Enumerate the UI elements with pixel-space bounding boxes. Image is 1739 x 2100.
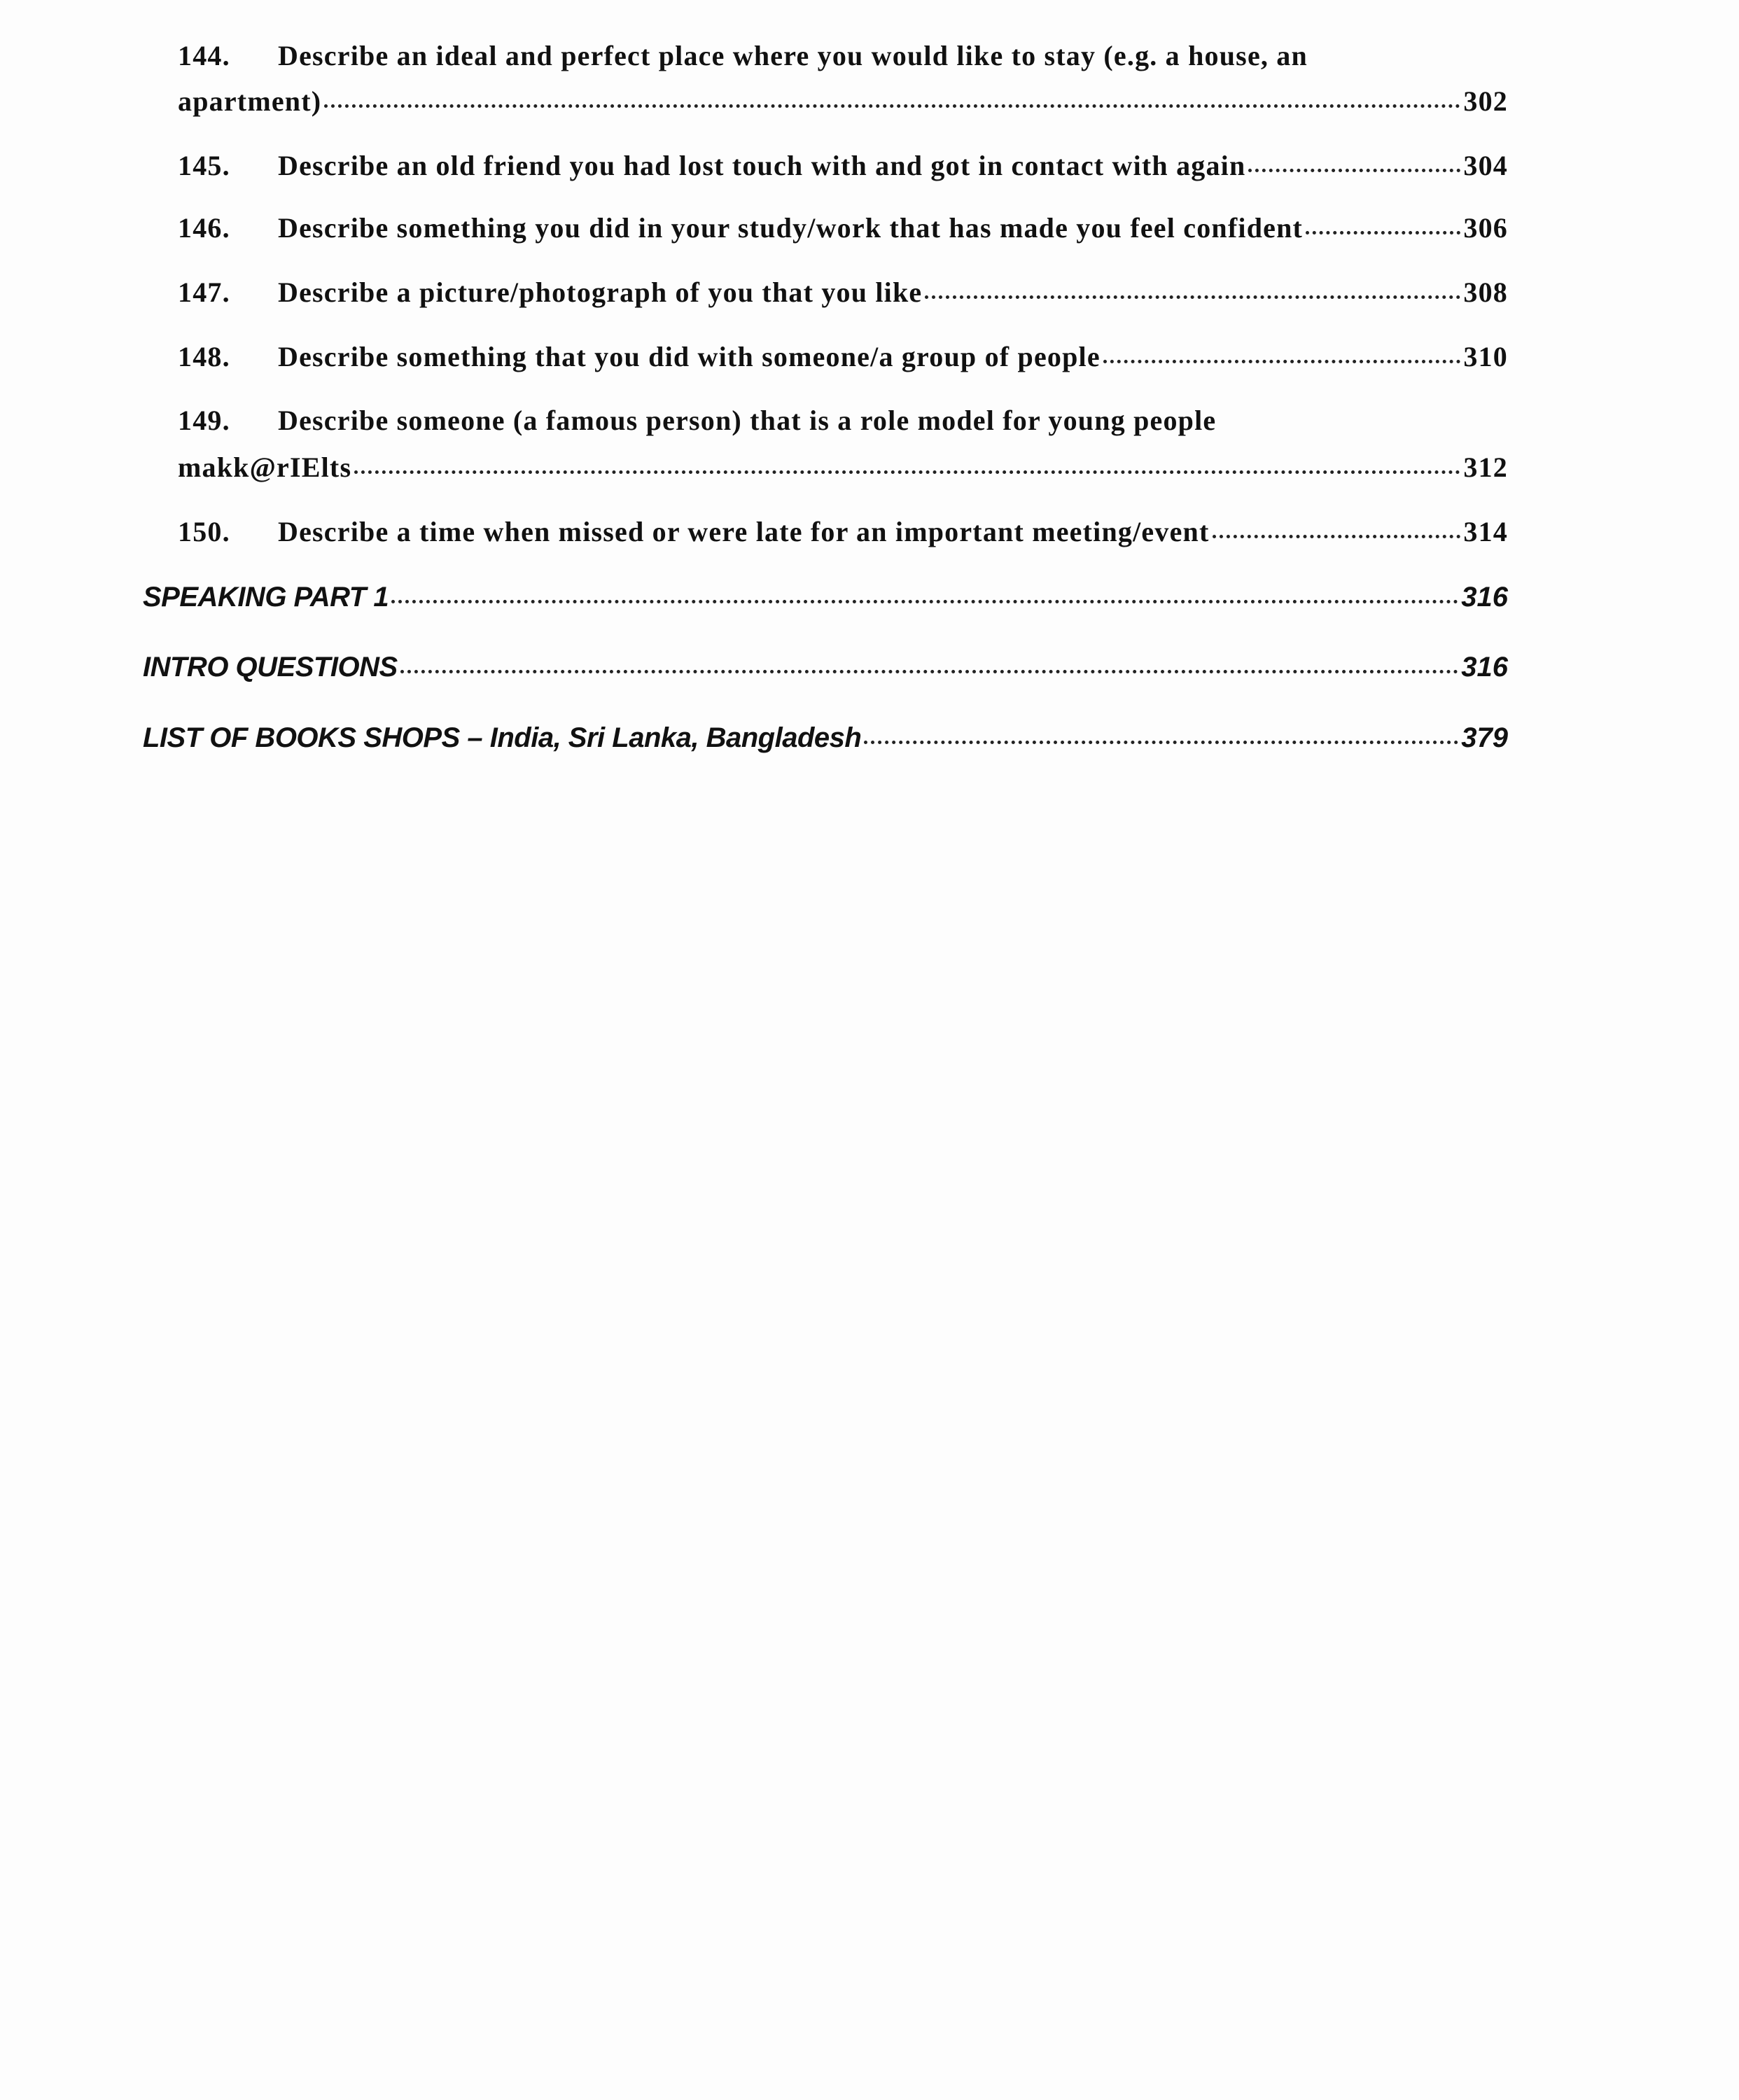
page-number: 302 (1463, 85, 1508, 117)
toc-entry-145[interactable] (178, 149, 1508, 182)
dot-leader (324, 104, 1460, 108)
entry-title: Describe something you did in your study/work that has made you feel confident (278, 212, 1304, 244)
entry-number: 145. (178, 150, 230, 181)
toc-entry-144[interactable] (178, 39, 1508, 72)
toc-entry-147[interactable] (178, 276, 1508, 309)
entry-number: 150. (178, 516, 230, 547)
entry-title-continued: makk@rIElts (178, 451, 352, 483)
dot-leader (864, 741, 1458, 744)
toc-section-intro-questions[interactable] (143, 652, 1508, 683)
entry-title: Describe a picture/photograph of you that you like (278, 276, 923, 308)
dot-leader (354, 470, 1460, 474)
page-number: 304 (1463, 150, 1508, 181)
dot-leader (1248, 169, 1460, 172)
toc-entry-149[interactable] (178, 404, 1508, 437)
page-number: 314 (1463, 516, 1508, 547)
page-number: 316 (1461, 582, 1508, 612)
toc-entry-146[interactable] (178, 211, 1508, 244)
dot-leader (1213, 535, 1461, 538)
dot-leader (1306, 231, 1460, 234)
page-number: 308 (1463, 276, 1508, 308)
toc-section-speaking-part-1[interactable] (143, 582, 1508, 613)
page-number: 306 (1463, 212, 1508, 244)
entry-title: Describe something that you did with someone/a group of people (278, 341, 1101, 372)
dot-leader (391, 600, 1458, 603)
entry-title-continued: apartment) (178, 85, 322, 117)
entry-number: 149. (178, 405, 230, 436)
entry-title: Describe someone (a famous person) that is a role model for young people (278, 405, 1217, 436)
entry-title: Describe a time when missed or were late for an important meeting/event (278, 516, 1210, 547)
page-number: 379 (1461, 722, 1508, 753)
entry-number: 146. (178, 212, 230, 244)
page-number: 312 (1463, 451, 1508, 483)
dot-leader (925, 295, 1460, 299)
page-number: 310 (1463, 341, 1508, 372)
toc-entry-149-continued[interactable] (178, 451, 1508, 484)
toc-entry-150[interactable] (178, 515, 1508, 548)
page-number: 316 (1461, 652, 1508, 682)
toc-entry-148[interactable] (178, 340, 1508, 373)
entry-number: 144. (178, 40, 230, 71)
section-title: SPEAKING PART 1 (143, 582, 389, 612)
toc-section-book-shops[interactable] (143, 722, 1508, 754)
entry-title: Describe an old friend you had lost touch with and got in contact with again (278, 150, 1246, 181)
dot-leader (400, 670, 1459, 673)
section-title: LIST OF BOOKS SHOPS – India, Sri Lanka, Bangladesh (143, 722, 862, 753)
entry-number: 148. (178, 341, 230, 372)
toc-entry-144-continued[interactable] (178, 85, 1508, 118)
entry-title: Describe an ideal and perfect place where you would like to stay (e.g. a house, an (278, 40, 1308, 71)
entry-number: 147. (178, 276, 230, 308)
dot-leader (1103, 360, 1461, 363)
section-title: INTRO QUESTIONS (143, 652, 398, 682)
